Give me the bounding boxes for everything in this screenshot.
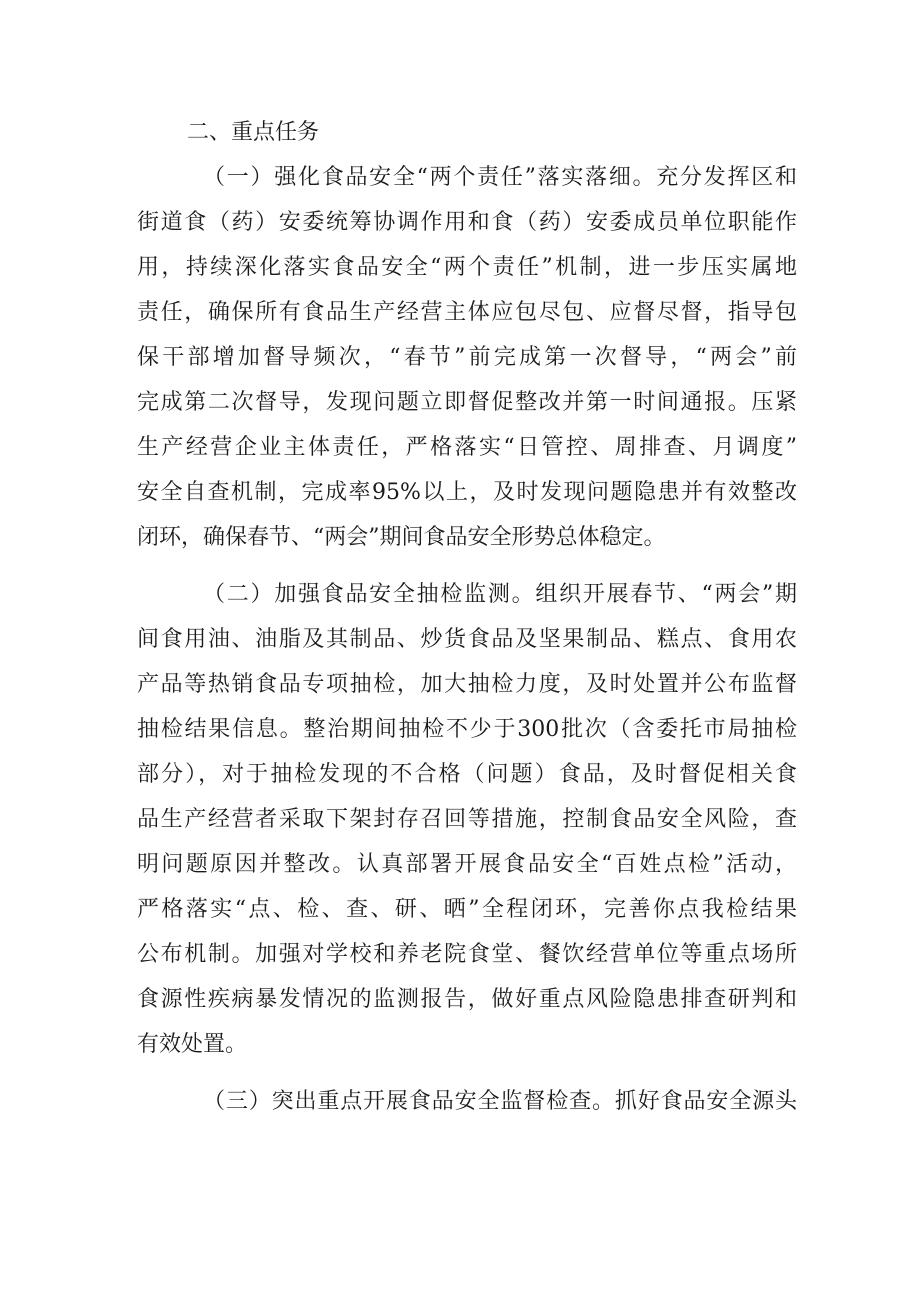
paragraph-1: [137, 155, 797, 560]
paragraph-line: （三）突出重点开展食品安全监督检查。抓好食品安全源头: [203, 1089, 797, 1114]
paragraph-line: 街道食（药）安委统筹协调作用和食（药）安委成员单位职能作: [137, 210, 797, 235]
paragraph-3: [137, 1079, 797, 1124]
paragraph-line: 严格落实“点、检、查、研、晒”全程闭环，完善你点我检结果: [137, 897, 797, 922]
paragraph-line: 用，持续深化落实食品安全“两个责任”机制，进一步压实属地: [137, 255, 797, 280]
paragraph-line: 产品等热销食品专项抽检，加大抽检力度，及时处置并公布监督: [137, 672, 797, 697]
paragraph-line: 间食用油、油脂及其制品、炒货食品及坚果制品、糕点、食用农: [137, 627, 797, 652]
document-body: [137, 110, 797, 1124]
paragraph-2: [137, 572, 797, 1067]
paragraph-line: 食源性疾病暴发情况的监测报告，做好重点风险隐患排查研判和: [137, 987, 797, 1012]
paragraph-line: 保干部增加督导频次，“春节”前完成第一次督导，“两会”前: [137, 345, 797, 370]
section-heading: 二、重点任务: [187, 120, 320, 145]
paragraph-line: 有效处置。: [137, 1032, 248, 1057]
paragraph-line: 完成第二次督导，发现问题立即督促整改并第一时间通报。压紧: [137, 390, 797, 415]
paragraph-line: 明问题原因并整改。认真部署开展食品安全“百姓点检”活动，: [137, 852, 797, 877]
paragraph-line: （一）强化食品安全“两个责任”落实落细。充分发挥区和: [203, 165, 797, 190]
paragraph-line: 闭环，确保春节、“两会”期间食品安全形势总体稳定。: [137, 525, 666, 550]
paragraph-line: 责任，确保所有食品生产经营主体应包尽包、应督尽督，指导包: [137, 300, 797, 325]
paragraph-line: 部分），对于抽检发现的不合格（问题）食品，及时督促相关食: [137, 762, 797, 787]
paragraph-line: 公布机制。加强对学校和养老院食堂、餐饮经营单位等重点场所: [137, 942, 797, 967]
paragraph-line: 安全自查机制，完成率95%以上，及时发现问题隐患并有效整改: [137, 480, 797, 505]
paragraph-line: 抽检结果信息。整治期间抽检不少于300批次（含委托市局抽检: [137, 717, 797, 742]
paragraph-line: （二）加强食品安全抽检监测。组织开展春节、“两会”期: [203, 582, 797, 607]
paragraph-line: 品生产经营者采取下架封存召回等措施，控制食品安全风险，查: [137, 807, 797, 832]
paragraph-line: 生产经营企业主体责任，严格落实“日管控、周排查、月调度”: [137, 435, 797, 460]
